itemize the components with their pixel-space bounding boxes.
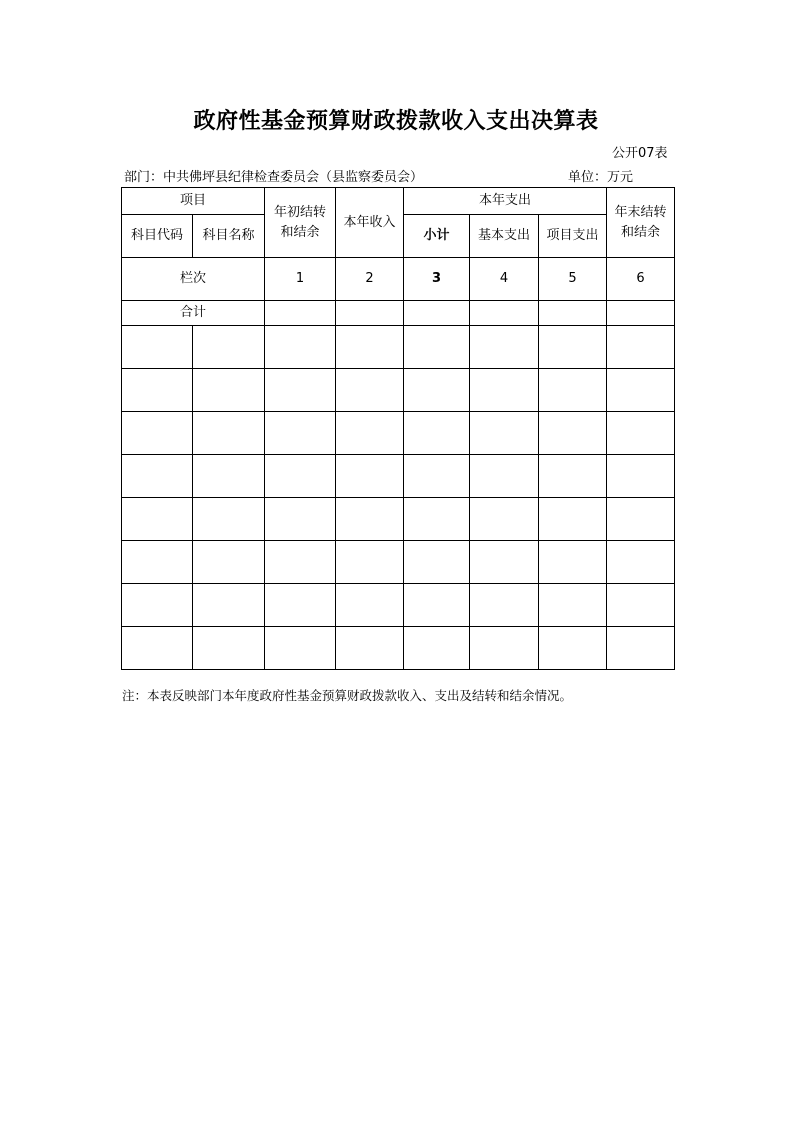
table-row [122,498,675,541]
header-subject-name: 科目名称 [193,215,265,258]
column-index-4: 4 [470,258,539,301]
total-cell [404,301,470,326]
header-current-income: 本年收入 [336,188,404,258]
total-row-label: 合计 [122,301,265,326]
footnote: 注：本表反映部门本年度政府性基金预算财政拨款收入、支出及结转和结余情况。 [122,688,573,703]
header-beginning-balance: 年初结转 和结余 [265,188,336,258]
column-index-2: 2 [336,258,404,301]
table-row [122,369,675,412]
table-row [122,326,675,369]
column-index-3: 3 [404,258,470,301]
header-basic-expense: 基本支出 [470,215,539,258]
total-cell [607,301,675,326]
total-cell [470,301,539,326]
header-current-expense: 本年支出 [404,188,607,215]
header-project-expense: 项目支出 [539,215,607,258]
column-index-6: 6 [607,258,675,301]
unit-label: 单位：万元 [568,170,634,185]
table-row [122,455,675,498]
column-index-5: 5 [539,258,607,301]
table-row [122,541,675,584]
department-label: 部门：中共佛坪县纪律检查委员会（县监察委员会） [124,170,424,185]
table-row [122,584,675,627]
column-index-1: 1 [265,258,336,301]
table-row [122,627,675,670]
form-number: 公开07表 [612,146,668,161]
header-ending-balance: 年末结转 和结余 [607,188,675,258]
budget-table [121,187,675,670]
total-cell [265,301,336,326]
column-index-label: 栏次 [122,258,265,301]
page-title: 政府性基金预算财政拨款收入支出决算表 [193,109,599,134]
table-row [122,412,675,455]
total-cell [539,301,607,326]
header-subtotal: 小计 [404,215,470,258]
total-cell [336,301,404,326]
header-item: 项目 [122,188,265,215]
header-subject-code: 科目代码 [122,215,193,258]
